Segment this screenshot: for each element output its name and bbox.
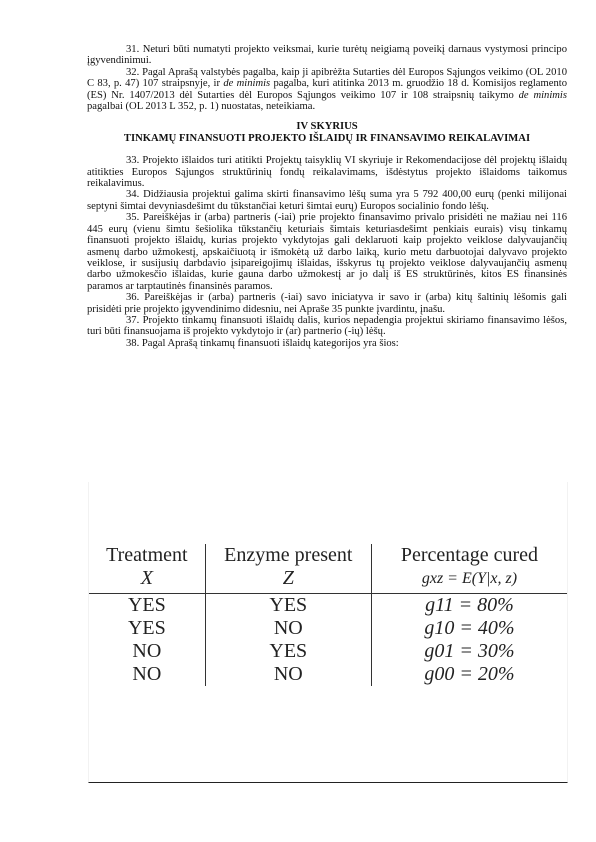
table-subheader-row (89, 567, 567, 594)
cell-enzyme: NO (205, 617, 371, 640)
body-text (87, 44, 567, 349)
header-treatment: Treatment (106, 544, 188, 566)
paragraph-35: 35. Pareiškėjas ir (arba) partneris (-iai) prie projekto finansavimo privalo prisidėti ne mažiau nei 116 445 eurų (vienu šimtu šešiolika tūkstančių keturiais šimtais keturiasdešimt penkiais eurais) visų tinkamų finansuoti projekto išlaidų, kurias projekto vykdytojas gali deklaruoti kaip projekto veiklose dalyvaujančių asmenų darbo užmokestį, apskaičiuotą ir išmokėtą už darbo laiką, kurio metu darbuotojai dalyvavo projekto veiklose, ir susijusių darbdavio įsipareigojimų išlaidas, išskyrus tų projekto veiklose dalyvaujančių asmenų darbo užmokesčio išlaidas, kurie gauna darbo užmokestį ar jo dalį iš ES struktūrinės, kitos ES finansinės paramos ar tarptautinės finansinės paramos. (87, 212, 567, 292)
embedded-table-image (88, 482, 568, 783)
header-enzyme: Enzyme present (205, 544, 371, 567)
paragraph-32-part-c: pagalbai (OL 2013 L 352, p. 1) nuostatas, neteikiama. (87, 101, 316, 113)
paragraph-32-part-a: 32. Pagal Aprašą valstybės pagalba, kaip ji apibrėžta Sutarties dėl Europos Sąjungos veikimo (OL 2010 C 83, p. 47) 107 straipsnyje, ir (87, 66, 567, 90)
paragraph-31: 31. Neturi būti numatyti projekto veiksmai, kurie turėtų neigiamą poveikį darnaus vystymosi principo įgyvendinimui. (87, 44, 567, 67)
de-minimis-term: de minimis (223, 78, 271, 90)
paragraph-37: 37. Projekto tinkamų finansuoti išlaidų dalis, kurios nepadengia projektui skiriamo finansavimo lėšos, turi būti finansuojama iš projekto vykdytojo ir (ar) partnerio (-ių) lėšų. (87, 314, 567, 338)
subheader-formula: gxz = E(Y|x, z) (371, 567, 567, 594)
table-row (89, 663, 567, 686)
chapter-title: TINKAMŲ FINANSUOTI PROJEKTO IŠLAIDŲ IR FINANSAVIMO REIKALAVIMAI (123, 132, 531, 144)
cell-treatment: YES (127, 617, 166, 639)
paragraph-33: 33. Projekto išlaidos turi atitikti Projektų taisyklių VI skyriuje ir Rekomendacijose dėl projektų išlaidų atitikties Europos Sąjungos struktūrinių fondų reikalavimams, išdėstytus projekto išlaidoms taikomus reikalavimus. (87, 155, 567, 190)
cell-enzyme: NO (205, 663, 371, 686)
treatment-table (89, 544, 567, 686)
table-header-row (89, 544, 567, 567)
paragraph-32 (87, 67, 567, 113)
chapter-number: IV SKYRIUS (296, 121, 358, 133)
paragraph-34: 34. Didžiausia projektui galima skirti finansavimo lėšų suma yra 5 792 400,00 eurų (penki milijonai septyni šimtai devyniasdešimt du tūkstančiai keturi šimtai eurų) Europos socialinio fondo lėšų. (87, 189, 567, 212)
cell-cured: g00 = 20% (424, 663, 515, 685)
header-cured: Percentage cured (400, 544, 538, 566)
cell-treatment: NO (132, 663, 162, 685)
paragraph-36: 36. Pareiškėjas ir (arba) partneris (-iai) savo iniciatyva ir savo ir (arba) kitų šaltinių lėšomis gali prisidėti prie projekto įgyvendinimo didesniu, nei Apraše 35 punkte įvardintu, įnašu. (87, 292, 567, 315)
subheader-x: X (89, 567, 205, 594)
cell-cured: g01 = 30% (424, 640, 515, 662)
cell-cured: g11 = 80% (425, 594, 514, 616)
paragraph-32-part-b: pagalba, kuri atitinka 2013 m. gruodžio 18 d. Komisijos reglamento (ES) Nr. 1407/2013 dėl Sutarties dėl Europos Sąjungos veikimo 107 ir 108 straipsnių taikymo (87, 78, 567, 101)
table-row (89, 594, 567, 618)
subheader-z: Z (205, 567, 371, 594)
cell-enzyme: YES (205, 640, 371, 663)
paragraph-38: 38. Pagal Aprašą tinkamų finansuoti išlaidų kategorijos yra šios: (126, 337, 399, 349)
table-row (89, 640, 567, 663)
cell-enzyme: YES (205, 594, 371, 618)
cell-treatment: NO (132, 640, 162, 662)
table-row (89, 617, 567, 640)
cell-cured: g10 = 40% (424, 617, 515, 639)
de-minimis-term: de minimis (518, 89, 567, 101)
cell-treatment: YES (127, 594, 166, 616)
